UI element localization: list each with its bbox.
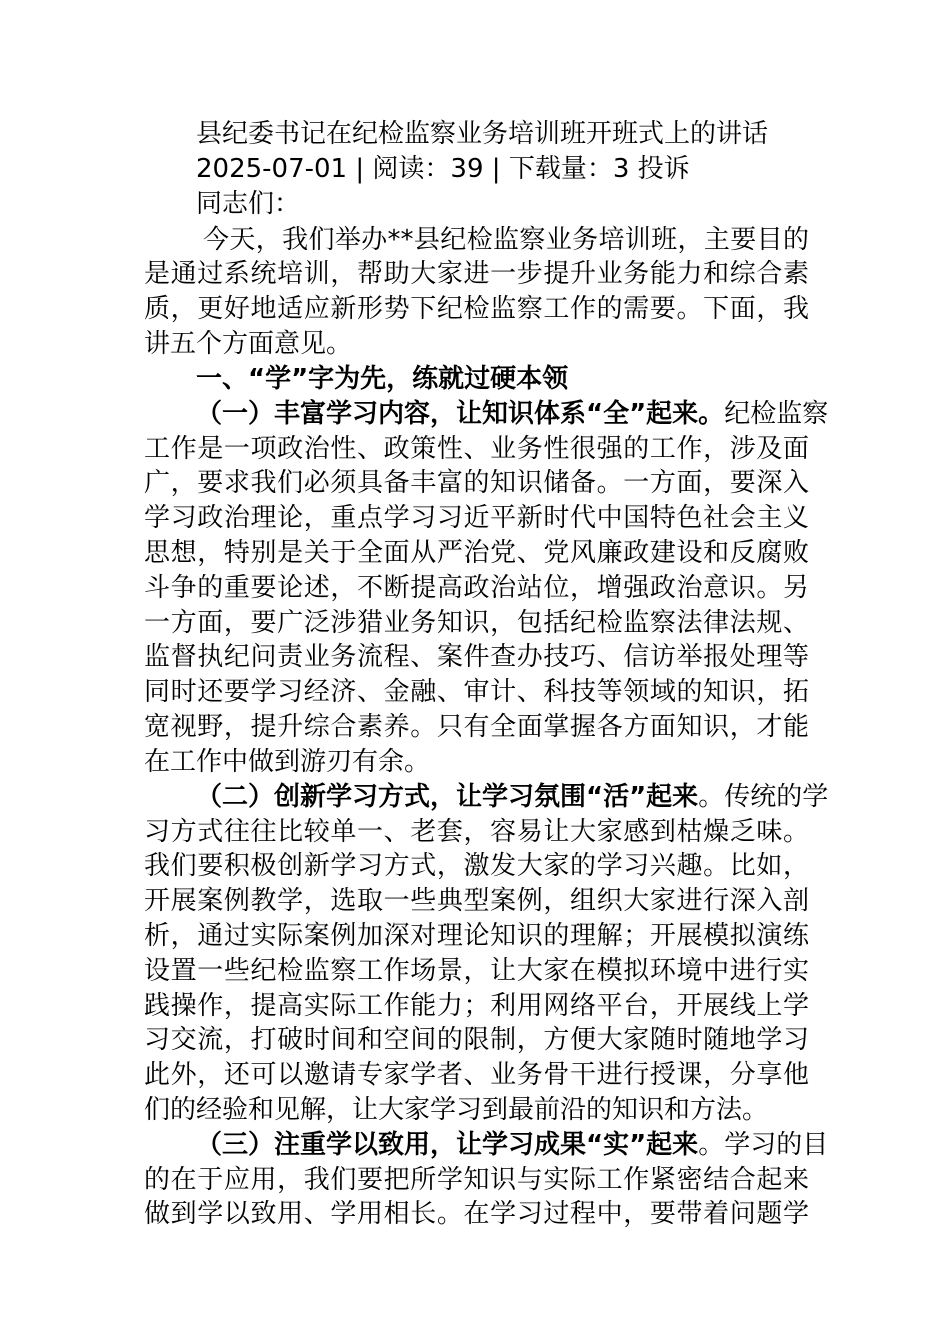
paragraph-line: 学习政治理论，重点学习习近平新时代中国特色社会主义 — [144, 503, 809, 533]
meta-read-label: 阅读： — [372, 154, 451, 184]
document-meta — [196, 152, 809, 186]
paragraph-text: 。传统的学 — [698, 782, 829, 812]
paragraph-line: 习交流，打破时间和空间的限制，方便大家随时随地学习 — [144, 1025, 809, 1055]
meta-date: 2025-07-01 — [196, 154, 348, 184]
subsection-heading: （三）注重学以致用，让学习成果“实”起来 — [196, 1130, 699, 1160]
meta-download-count: 3 — [612, 154, 630, 184]
intro-line: 讲五个方面意见。 — [144, 329, 353, 359]
subsection-heading: （一）丰富学习内容，让知识体系“全”起来。 — [196, 399, 725, 429]
meta-separator: | — [347, 154, 373, 184]
subsection-first-line — [196, 780, 829, 814]
meta-separator: | — [483, 154, 509, 184]
paragraph-line: 在工作中做到游刃有余。 — [144, 747, 431, 777]
paragraph-line: 们的经验和见解，让大家学习到最前沿的知识和方法。 — [144, 1095, 769, 1125]
section-heading: 一、“学”字为先，练就过硬本领 — [196, 364, 569, 394]
paragraph-text: 纪检监察 — [724, 399, 829, 429]
paragraph-line: 践操作，提高实际工作能力；利用网络平台，开展线上学 — [144, 991, 809, 1021]
paragraph-line: 工作是一项政治性、政策性、业务性很强的工作，涉及面 — [144, 434, 809, 464]
salutation: 同志们： — [196, 189, 301, 219]
intro-line: 质，更好地适应新形势下纪检监察工作的需要。下面，我 — [144, 294, 809, 324]
paragraph-line: 同时还要学习经济、金融、审计、科技等领域的知识，拓 — [144, 677, 809, 707]
paragraph-line: 广，要求我们必须具备丰富的知识储备。一方面，要深入 — [144, 468, 809, 498]
paragraph-line: 析，通过实际案例加深对理论知识的理解；开展模拟演练 — [144, 921, 809, 951]
paragraph-line: 的在于应用，我们要把所学知识与实际工作紧密结合起来 — [144, 1165, 809, 1195]
meta-download-label: 下载量： — [508, 154, 613, 184]
paragraph-line: 监督执纪问责业务流程、案件查办技巧、信访举报处理等 — [144, 642, 809, 672]
paragraph-line: 斗争的重要论述，不断提高政治站位，增强政治意识。另 — [144, 573, 809, 603]
paragraph-line: 开展案例教学，选取一些典型案例，组织大家进行深入剖 — [144, 886, 809, 916]
paragraph-line: 我们要积极创新学习方式，激发大家的学习兴趣。比如， — [144, 851, 809, 881]
intro-line: 今天，我们举办**县纪检监察业务培训班，主要目的 — [203, 225, 809, 255]
subsection-first-line — [196, 397, 829, 431]
paragraph-line: 宽视野，提升综合素养。只有全面掌握各方面知识，才能 — [144, 712, 809, 742]
paragraph-line: 一方面，要广泛涉猎业务知识，包括纪检监察法律法规、 — [144, 608, 809, 638]
paragraph-line: 习方式往往比较单一、老套，容易让大家感到枯燥乏味。 — [144, 817, 809, 847]
paragraph-line: 思想，特别是关于全面从严治党、党风廉政建设和反腐败 — [144, 538, 809, 568]
paragraph-text: 。学习的目 — [698, 1130, 829, 1160]
subsection-first-line — [196, 1128, 829, 1162]
intro-line: 是通过系统培训，帮助大家进一步提升业务能力和综合素 — [144, 259, 809, 289]
paragraph-line: 做到学以致用、学用相长。在学习过程中，要带着问题学 — [144, 1199, 809, 1229]
paragraph-line: 此外，还可以邀请专家学者、业务骨干进行授课，分享他 — [144, 1060, 809, 1090]
document-title: 县纪委书记在纪检监察业务培训班开班式上的讲话 — [196, 119, 769, 149]
subsection-heading: （二）创新学习方式，让学习氛围“活”起来 — [196, 782, 699, 812]
paragraph-line: 设置一些纪检监察工作场景，让大家在模拟环境中进行实 — [144, 956, 809, 986]
meta-read-count: 39 — [450, 154, 484, 184]
complaint-link[interactable]: 投诉 — [637, 154, 690, 184]
